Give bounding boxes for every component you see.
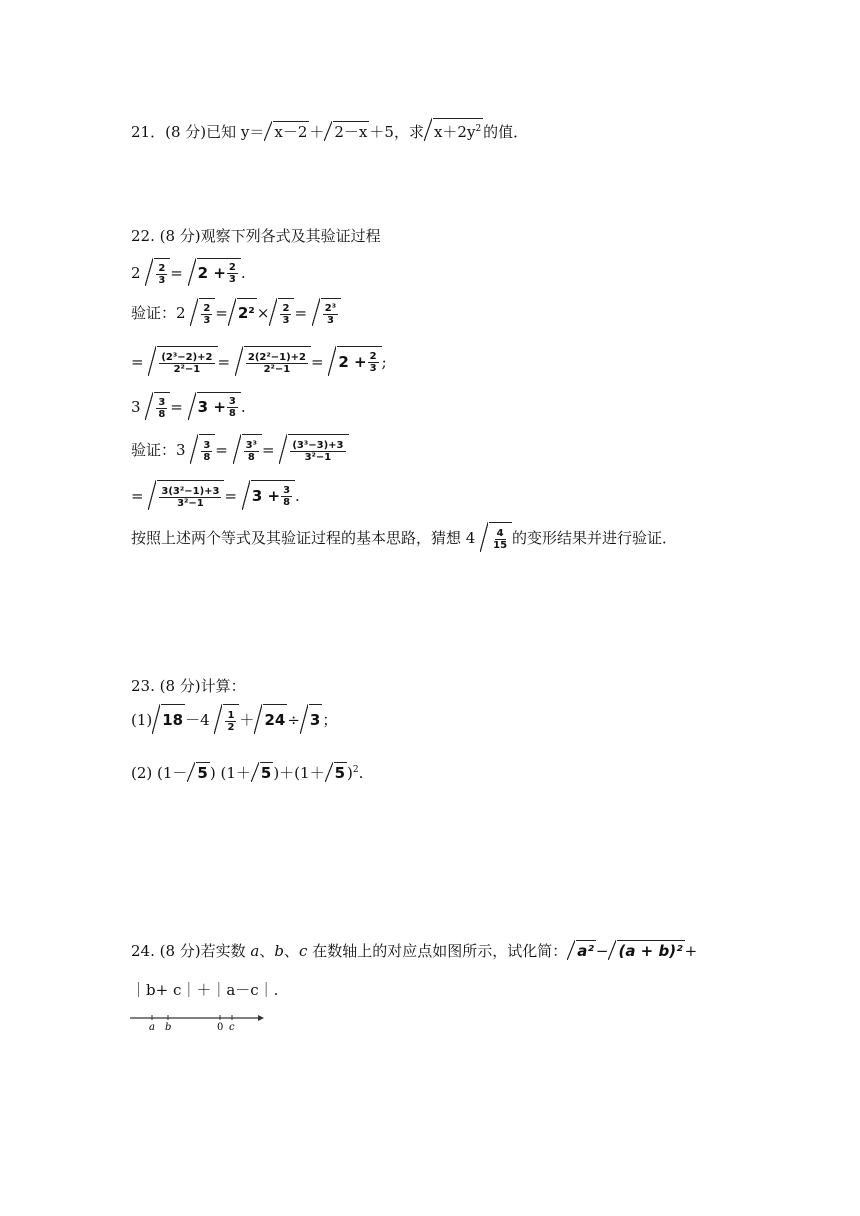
separator: 、 xyxy=(259,942,275,960)
sqrt-two-plus-frac xyxy=(337,346,381,377)
sqrt-2-squared: 2² xyxy=(237,298,257,327)
denominator: 3 xyxy=(158,274,166,286)
numerator: 2 xyxy=(282,302,290,314)
equals: = xyxy=(311,353,324,371)
expr-part: ) (1＋ xyxy=(209,764,251,782)
sqrt-frac xyxy=(157,480,224,511)
denominator: 2²−1 xyxy=(173,363,201,375)
numerator: 1 xyxy=(227,709,235,721)
numerator: 3 xyxy=(158,396,166,408)
expr-part: ) xyxy=(347,764,353,782)
sqrt-frac xyxy=(489,522,512,553)
denominator: 3²−1 xyxy=(177,497,204,509)
denominator: 8 xyxy=(228,408,236,419)
sqrt-frac xyxy=(278,298,294,327)
sqrt-frac xyxy=(154,258,170,287)
sqrt-18: 18 xyxy=(161,704,185,735)
denominator: 8 xyxy=(203,451,211,463)
q24-line2: ｜b+ c｜＋｜a－c｜. xyxy=(131,981,279,999)
fraction xyxy=(290,440,345,463)
divide-sign: ÷ xyxy=(287,711,300,729)
fraction xyxy=(201,440,212,463)
number-axis-figure xyxy=(128,1010,268,1036)
semicolon: ; xyxy=(381,353,387,371)
denominator: 8 xyxy=(247,451,255,463)
q24-suffix: 在数轴上的对应点如图所示，试化简： xyxy=(307,942,568,960)
equals: = xyxy=(224,487,238,505)
sqrt-two-plus-frac xyxy=(197,258,241,287)
fraction xyxy=(491,528,509,551)
fraction xyxy=(281,485,292,508)
fraction xyxy=(225,710,236,733)
sqrt-24: 24 xyxy=(263,704,287,735)
equals: = xyxy=(217,353,231,371)
denominator: 15 xyxy=(493,539,508,551)
q22-line4: 3 $\frac{3}{8}$ = 3 + $\frac{3}{8}$ . xyxy=(131,392,246,421)
fraction xyxy=(159,352,214,375)
denominator: 3 xyxy=(282,314,290,326)
question-24 xyxy=(131,940,697,961)
radicand-text: 3 + xyxy=(251,487,281,505)
var-c: c xyxy=(299,942,308,960)
numerator: 2 xyxy=(228,262,236,273)
label-zero: 0 xyxy=(217,1022,224,1033)
equals: = xyxy=(215,441,228,459)
q22-line5 xyxy=(131,434,349,465)
equals: = xyxy=(170,398,183,416)
q23-part1 xyxy=(131,704,337,735)
coef: 3 xyxy=(131,398,141,416)
numerator: 2 xyxy=(203,302,211,314)
label-c: c xyxy=(229,1022,235,1033)
fraction xyxy=(156,397,167,420)
numerator: 2(2²−1)+2 xyxy=(247,351,306,363)
fraction xyxy=(323,303,338,326)
fraction xyxy=(368,351,379,374)
q22-line3 xyxy=(131,346,387,377)
sqrt-5: 5 xyxy=(260,764,272,782)
question-text: 按照上述两个等式及其验证过程的基本思路，猜想 4 xyxy=(131,529,476,547)
numerator: 3³ xyxy=(245,439,257,451)
question-text-end: 的变形结果并进行验证． xyxy=(512,529,678,547)
numerator: 4 xyxy=(496,527,504,539)
semicolon: ； xyxy=(322,711,338,729)
axis-arrow xyxy=(258,1015,264,1021)
fraction xyxy=(280,303,291,326)
q22-line6: = $\frac{\text{3(3²−1)+3}}{\text{3²−1}}$ = 3 + $\frac{3}{8}$ . xyxy=(131,480,300,511)
denominator: 8 xyxy=(283,497,291,508)
fraction xyxy=(201,303,212,326)
radicand: x＋2y xyxy=(433,123,476,141)
exponent: 2 xyxy=(352,765,359,775)
denominator: 3 xyxy=(203,314,211,326)
question-21 xyxy=(131,118,528,142)
sqrt-a-squared: a² xyxy=(577,942,594,960)
fraction xyxy=(159,486,221,509)
q21-mid: ＋5，求 xyxy=(369,123,424,141)
minus-4: －4 xyxy=(185,711,210,729)
verify-label: 验证：3 xyxy=(131,441,186,459)
radicand-text: 3 + xyxy=(197,398,226,416)
separator: 、 xyxy=(284,942,300,960)
q21-prefix: 21．(8 分)已知 y＝ xyxy=(131,123,265,141)
expr-part: (2) (1－ xyxy=(131,764,188,782)
sqrt-5: 5 xyxy=(197,764,208,782)
fraction xyxy=(227,262,238,285)
q21-suffix: 的值． xyxy=(483,123,529,141)
sqrt-frac xyxy=(154,392,170,421)
times: × xyxy=(256,304,270,322)
part-label: (1) xyxy=(131,711,153,729)
plus-sign: + xyxy=(684,942,698,960)
equals: = xyxy=(262,441,275,459)
numerator: (2³−2)+2 xyxy=(161,351,213,363)
numerator: 2³ xyxy=(324,302,337,314)
q22-line2 xyxy=(131,298,341,327)
var-b: b xyxy=(274,942,284,960)
sqrt-frac xyxy=(157,346,217,377)
sqrt-frac xyxy=(223,704,239,735)
equals: = xyxy=(131,487,144,505)
q24-prefix: 24. (8 分)若实数 xyxy=(131,942,251,960)
sqrt-frac xyxy=(242,434,262,465)
q23-part2 xyxy=(131,760,363,783)
denominator: 3 xyxy=(326,314,334,326)
radicand-text: 2 + xyxy=(197,264,226,282)
q22-line1: 2 $\frac{2}{3}$ = 2 + $\frac{2}{3}$ . xyxy=(131,258,246,287)
sqrt-three-plus-frac xyxy=(251,480,295,511)
numerator: (3³−3)+3 xyxy=(292,439,344,451)
sqrt-frac xyxy=(288,434,348,465)
var-a: a xyxy=(250,942,260,960)
denominator: 2²−1 xyxy=(263,363,291,375)
equals: = xyxy=(294,304,308,322)
label-b: b xyxy=(165,1022,172,1033)
numerator: 3(3²−1)+3 xyxy=(161,485,220,497)
sqrt-2-minus-x: 2－x xyxy=(334,123,368,141)
equals: = xyxy=(131,353,144,371)
sqrt-x-plus-2y2 xyxy=(433,118,483,142)
denominator: 3 xyxy=(369,363,377,374)
fraction xyxy=(246,352,308,375)
coef: 2 xyxy=(131,264,141,282)
equals: = xyxy=(170,264,183,282)
sqrt-three-plus-frac xyxy=(197,392,241,421)
sqrt-3: 3 xyxy=(309,704,322,735)
sqrt-frac xyxy=(199,298,215,327)
numerator: 3 xyxy=(283,485,291,496)
verify-label: 验证：2 xyxy=(131,304,186,322)
denominator: 3 xyxy=(228,274,236,285)
label-a: a xyxy=(149,1022,155,1033)
sqrt-frac xyxy=(321,298,341,327)
sqrt-frac xyxy=(199,434,215,465)
sqrt-frac xyxy=(244,346,311,377)
minus-sign: − xyxy=(595,942,609,960)
numerator: 2 xyxy=(158,262,166,274)
fraction xyxy=(156,263,167,286)
plus-sign: ＋ xyxy=(309,123,325,141)
sqrt-a-plus-b-squared: (a + b)² xyxy=(618,942,683,960)
question-22-header: 22. (8 分)观察下列各式及其验证过程 xyxy=(131,227,381,245)
exponent: 2 xyxy=(475,124,482,134)
denominator: 2 xyxy=(227,721,235,733)
expr-part: )＋(1＋ xyxy=(273,764,325,782)
numerator: 3 xyxy=(228,396,236,407)
radicand-text: 2 + xyxy=(338,353,367,371)
period: . xyxy=(358,764,364,782)
fraction xyxy=(227,396,238,419)
plus-sign: ＋ xyxy=(239,711,255,729)
sqrt-x-minus-2: x－2 xyxy=(274,123,308,141)
equals: = xyxy=(215,304,228,322)
denominator: 8 xyxy=(158,408,166,420)
fraction xyxy=(244,440,259,463)
q22-question xyxy=(131,522,677,553)
question-23-header: 23. (8 分)计算： xyxy=(131,677,246,695)
numerator: 3 xyxy=(203,439,211,451)
sqrt-5: 5 xyxy=(334,764,346,782)
denominator: 3²−1 xyxy=(304,451,332,463)
numerator: 2 xyxy=(369,351,377,362)
